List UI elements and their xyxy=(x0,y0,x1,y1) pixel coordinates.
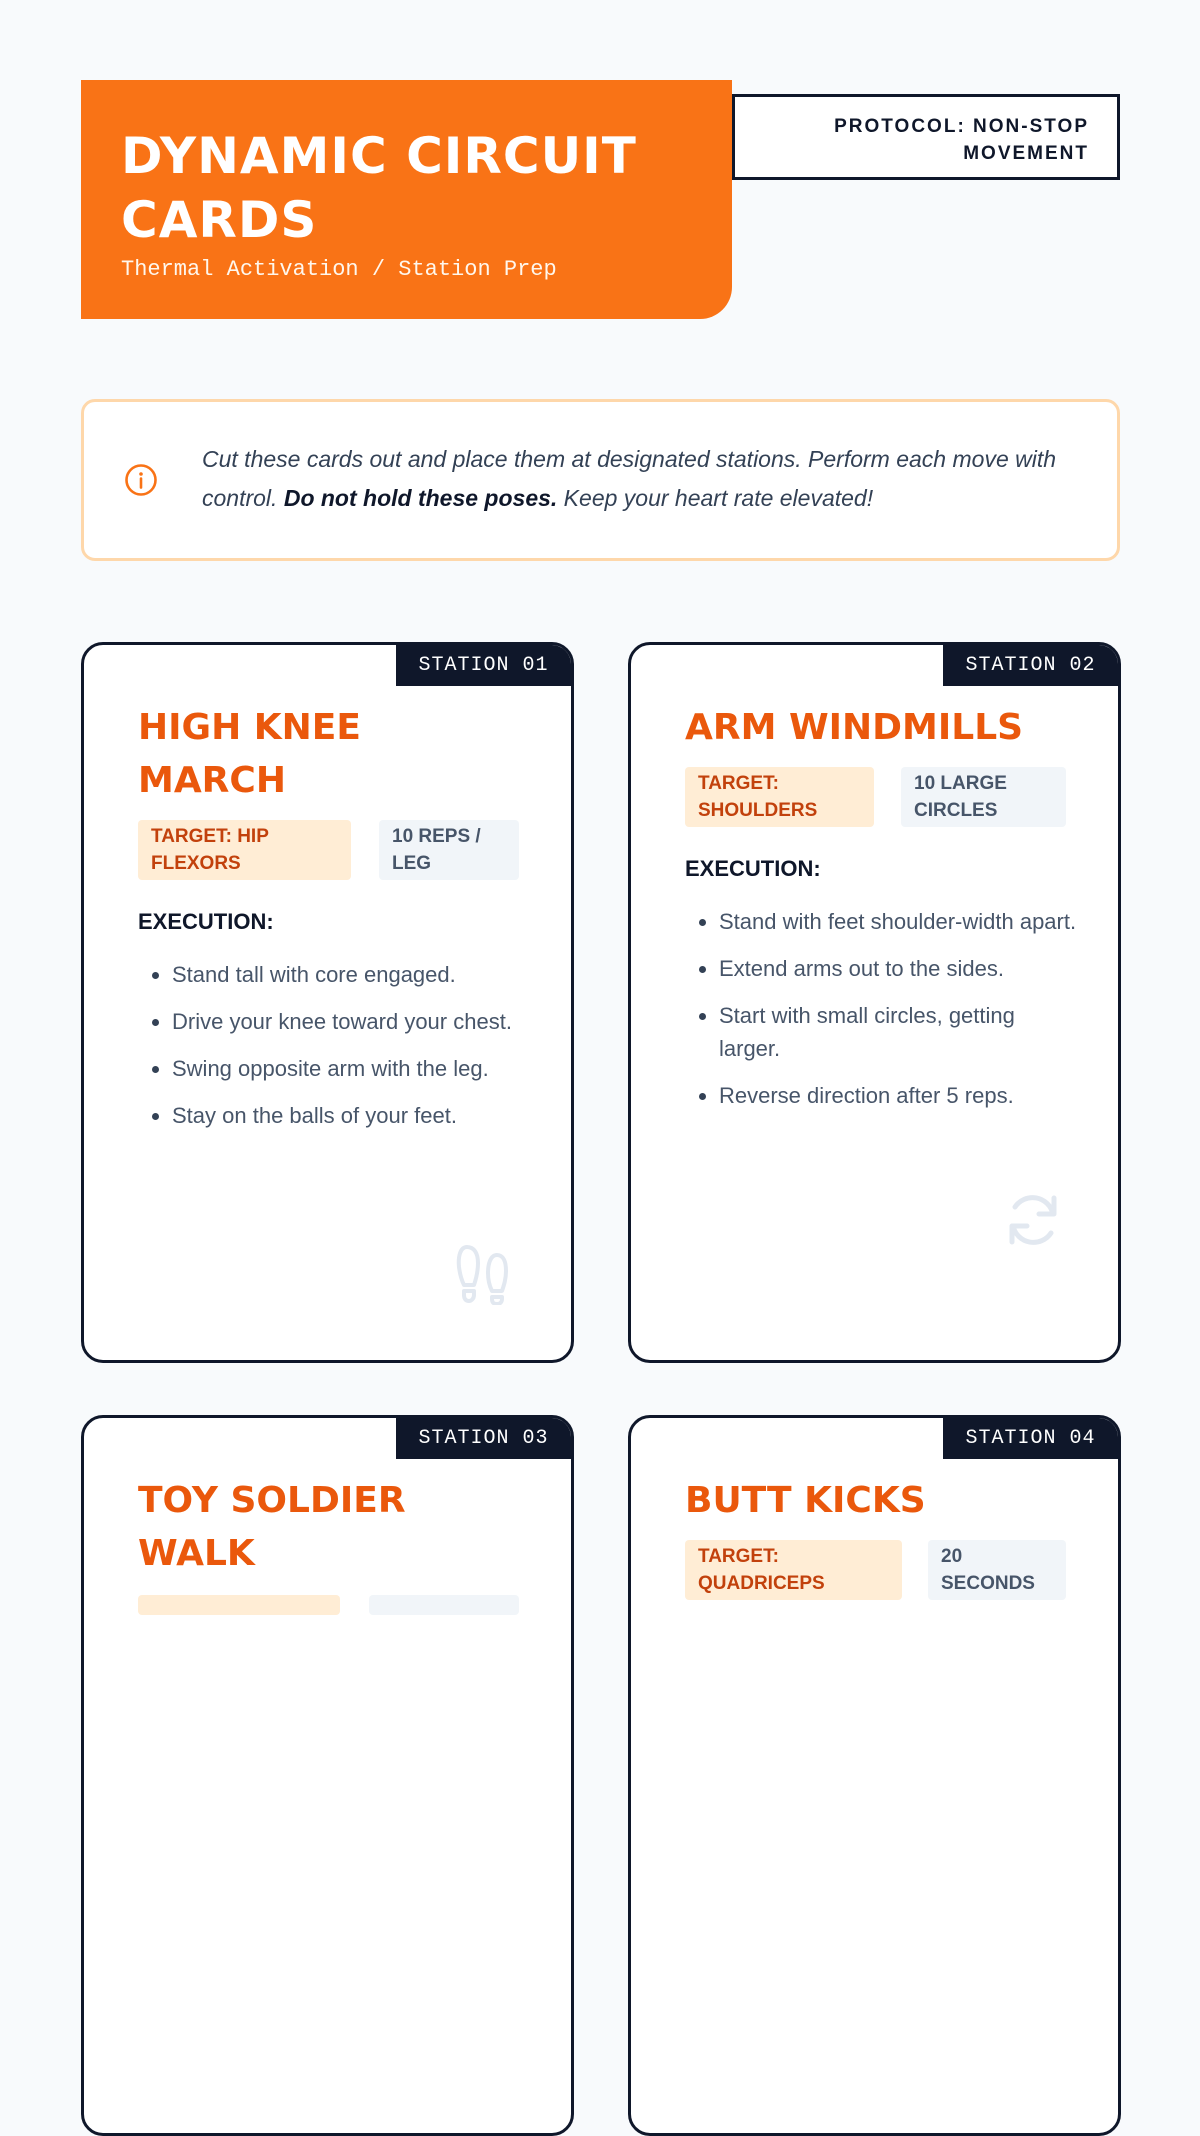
execution-label: EXECUTION: xyxy=(685,856,821,881)
info-icon xyxy=(124,463,158,497)
target-tag xyxy=(138,1595,340,1615)
notice-emphasis: Do not hold these poses. xyxy=(283,485,558,511)
exercise-title: HIGH KNEE MARCH xyxy=(138,707,361,801)
exercise-card xyxy=(628,642,1121,1363)
notice-text xyxy=(202,440,1079,518)
reps-tag: 20 SECONDS xyxy=(928,1540,1066,1600)
execution-steps xyxy=(138,958,531,1146)
step-item: • Stand with feet shoulder-width apart. xyxy=(719,905,1078,938)
station-label: STATION 02 xyxy=(943,645,1118,686)
step-item: • Stand tall with core engaged. xyxy=(172,958,531,991)
exercise-card xyxy=(81,642,574,1363)
notice-text-part: Cut these cards out and place them at designated stations. Perform each move with control. xyxy=(202,446,1057,511)
step-item: • Swing opposite arm with the leg. xyxy=(172,1052,531,1085)
reps-tag: 10 REPS / LEG xyxy=(379,820,519,880)
refresh-icon xyxy=(1003,1190,1063,1250)
execution-label: EXECUTION: xyxy=(138,909,274,934)
page-subtitle: Thermal Activation / Station Prep xyxy=(121,257,557,282)
step-item: • Drive your knee toward your chest. xyxy=(172,1005,531,1038)
step-item: • Extend arms out to the sides. xyxy=(719,952,1078,985)
target-tag: TARGET: HIP FLEXORS xyxy=(138,820,351,880)
station-label: STATION 04 xyxy=(943,1418,1118,1459)
footprints-icon xyxy=(455,1243,511,1305)
target-tag: TARGET: SHOULDERS xyxy=(685,767,874,827)
exercise-title: ARM WINDMILLS xyxy=(685,707,1024,748)
exercise-title: TOY SOLDIER WALK xyxy=(138,1480,406,1574)
instructions-notice xyxy=(81,399,1120,561)
page-title: DYNAMIC CIRCUIT CARDS xyxy=(121,127,637,249)
step-item: • Reverse direction after 5 reps. xyxy=(719,1079,1078,1112)
reps-tag: 10 LARGE CIRCLES xyxy=(901,767,1066,827)
target-tag: TARGET: QUADRICEPS xyxy=(685,1540,902,1600)
station-label: STATION 01 xyxy=(396,645,571,686)
station-label: STATION 03 xyxy=(396,1418,571,1459)
step-item: • Start with small circles, getting larger. xyxy=(719,999,1078,1065)
header-banner xyxy=(81,80,732,319)
protocol-badge: PROTOCOL: NON-STOP MOVEMENT xyxy=(732,94,1120,180)
execution-steps xyxy=(685,905,1078,1126)
notice-text-part: Keep your heart rate elevated! xyxy=(557,485,874,511)
reps-tag xyxy=(369,1595,519,1615)
step-item: • Stay on the balls of your feet. xyxy=(172,1099,531,1132)
exercise-card xyxy=(81,1415,574,2136)
exercise-title: BUTT KICKS xyxy=(685,1480,926,1521)
exercise-card xyxy=(628,1415,1121,2136)
